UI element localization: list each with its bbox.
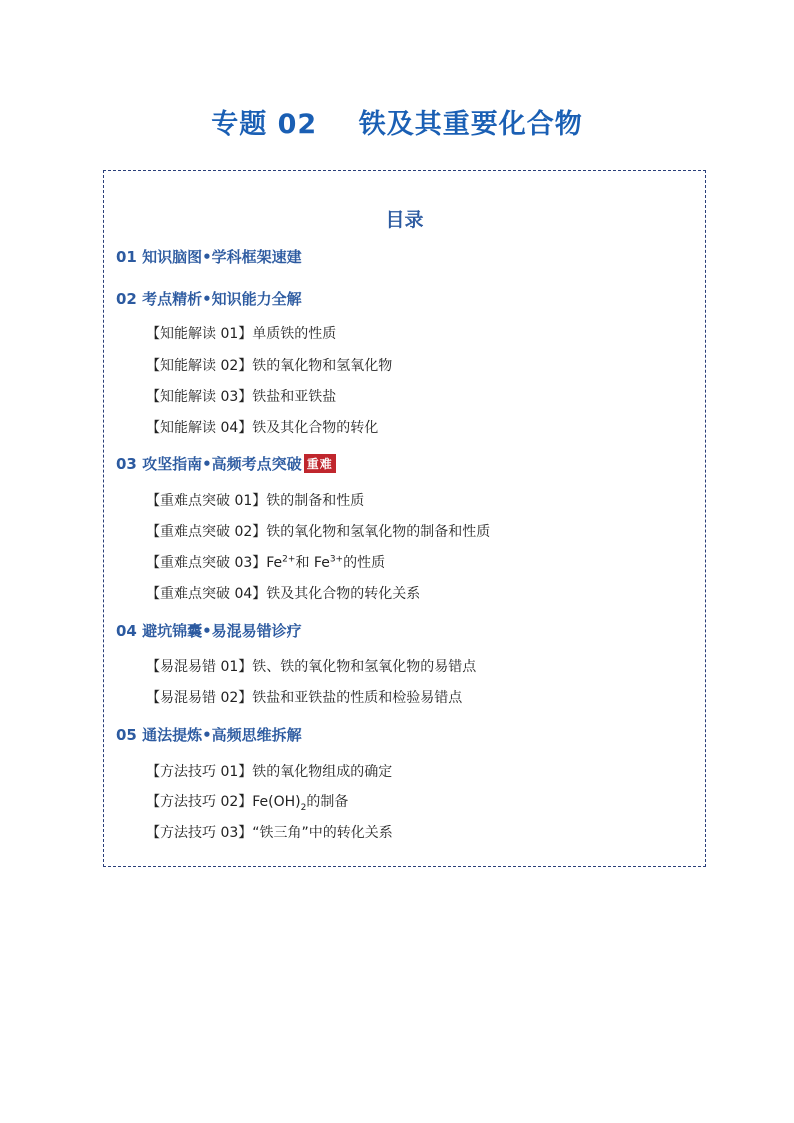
toc-item[interactable]: 【知能解读 04】铁及其化合物的转化 [146,420,379,436]
charge-superscript: 3+ [329,554,344,565]
toc-heading: 目录 [385,209,424,231]
toc-section-04[interactable]: 04 避坑锦囊•易混易错诊疗 [116,622,302,640]
toc-item[interactable]: 【重难点突破 01】铁的制备和性质 [146,493,365,509]
toc-item[interactable] [146,552,385,572]
toc-section-label: 03 攻坚指南•高频考点突破 [116,455,302,473]
charge-superscript: 2+ [282,554,296,565]
toc-item[interactable]: 【易混易错 02】铁盐和亚铁盐的性质和检验易错点 [146,690,463,706]
formula-subscript: 2 [300,802,307,813]
page-title: 专题 02 铁及其重要化合物 [211,109,583,140]
item-text: 的制备 [306,794,349,810]
toc-item[interactable]: 【重难点突破 02】铁的氧化物和氢氧化物的制备和性质 [146,524,491,540]
item-text: 【重难点突破 03】Fe [146,555,283,571]
toc-item[interactable]: 【方法技巧 01】铁的氧化物组成的确定 [146,764,393,780]
toc-item[interactable]: 【重难点突破 04】铁及其化合物的转化关系 [146,586,421,602]
toc-section-03[interactable] [116,453,336,474]
item-text: 【方法技巧 02】Fe(OH) [146,794,301,810]
toc-item[interactable]: 【方法技巧 03】“铁三角”中的转化关系 [146,825,393,841]
toc-item[interactable]: 【知能解读 02】铁的氧化物和氢氧化物 [146,358,393,374]
toc-section-05[interactable]: 05 通法提炼•高频思维拆解 [116,726,302,744]
toc-section-01[interactable]: 01 知识脑图•学科框架速建 [116,248,302,266]
item-text: 和 Fe [295,555,330,571]
toc-item[interactable]: 【知能解读 01】单质铁的性质 [146,326,337,342]
toc-item[interactable]: 【知能解读 03】铁盐和亚铁盐 [146,389,337,405]
difficulty-badge: 重难 [304,454,336,473]
toc-item[interactable] [146,791,348,813]
toc-item[interactable]: 【易混易错 01】铁、铁的氧化物和氢氧化物的易错点 [146,659,477,675]
item-text: 的性质 [343,555,386,571]
toc-section-02[interactable]: 02 考点精析•知识能力全解 [116,290,302,308]
table-of-contents [103,170,706,867]
